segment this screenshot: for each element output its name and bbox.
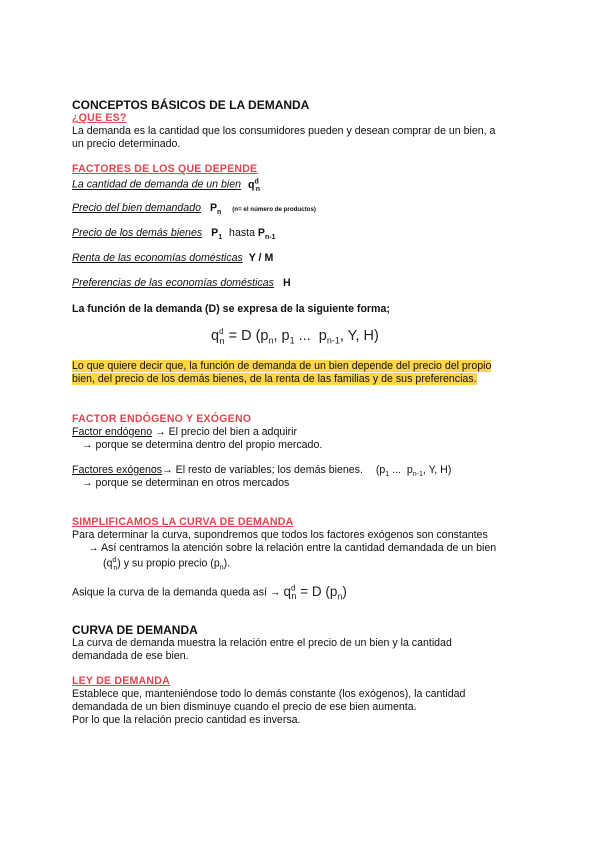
renta-label: Renta de las economías domésticas	[72, 252, 243, 264]
asique-line: Asique la curva de la demanda queda así → $q^d_n = D$ $(p_n)$	[72, 583, 347, 602]
que-es-line-2: un precio determinado.	[72, 138, 181, 150]
precio-bien-label: Precio del bien demandado	[72, 202, 201, 214]
factor-cantidad	[72, 176, 260, 196]
curve-formula: $q^d_n = D$ $(p_n)$	[283, 583, 347, 602]
preferencias-symbol: H	[282, 277, 291, 289]
page-title: CONCEPTOS BÁSICOS DE LA DEMANDA	[72, 98, 310, 112]
arrow-icon: →	[162, 464, 173, 476]
que-es-heading: ¿QUE ES?	[72, 112, 127, 124]
arrow-icon: →	[155, 426, 166, 438]
factor-precio-bien: Precio del bien demandado $P_n$ (n= el número de productos)	[72, 202, 316, 217]
renta-symbol: Y / M	[248, 252, 274, 264]
factor-precio-demas: Precio de los demás bienes $P_1$ hasta $P_{n-1}$	[72, 227, 276, 242]
factor-preferencias	[72, 277, 291, 290]
precio-demas-label: Precio de los demás bienes	[72, 227, 203, 239]
simplificamos-heading: SIMPLIFICAMOS LA CURVA DE DEMANDA	[72, 516, 294, 528]
factor-renta	[72, 252, 273, 265]
que-es-line-1: La demanda es la cantidad que los consumidores pueden y desean comprar de un bien, a	[72, 125, 496, 137]
exogenos-label: Factores exógenos	[72, 464, 163, 476]
simplificamos-arrow-line-2: $(q^d_n)$ y su propio precio $(p_n)$.	[103, 557, 231, 572]
endogeno-label: Factor endógeno	[72, 426, 153, 438]
funcion-explanation-line-2: bien, del precio de los demás bienes, de la renta de las familias y de sus preferencias.	[72, 373, 477, 385]
demand-function-formula: $q^d_n = D$ ($p_n$, $p_1$ ... $p_{n-1}$, Y, H)	[211, 327, 379, 346]
arrow-icon: →	[82, 477, 93, 489]
precio-demas-hasta: hasta	[229, 227, 255, 239]
curva-line-1: La curva de demanda muestra la relación entre el precio de un bien y la cantidad	[72, 637, 452, 649]
precio-bien-note: (n= el número de productos)	[232, 206, 316, 213]
arrow-icon: →	[269, 586, 281, 599]
curva-heading: CURVA DE DEMANDA	[72, 623, 198, 637]
ley-heading: LEY DE DEMANDA	[72, 675, 170, 687]
funcion-intro: La función de la demanda (D) se expresa de la siguiente forma;	[72, 303, 390, 315]
simplificamos-arrow-line-1: → Así centramos la atención sobre la relación entre la cantidad demandada de un bien	[88, 542, 497, 554]
exogenos-arrow-line: → porque se determinan en otros mercados	[82, 477, 290, 489]
curva-line-2: demandada de ese bien.	[72, 650, 189, 662]
endogeno-arrow-line: → porque se determina dentro del propio mercado.	[82, 439, 323, 451]
ley-line-3: Por lo que la relación precio cantidad es inversa.	[72, 714, 301, 726]
factor-endogeno-heading: FACTOR ENDÓGENO Y EXÓGENO	[72, 413, 252, 425]
cantidad-symbol: $q^d_n$	[248, 178, 261, 193]
funcion-explanation-line-1: Lo que quiere decir que, la función de demanda de un bien depende del precio del propio	[72, 360, 492, 372]
exogenos-line: Factores exógenos→ El resto de variables; los demás bienes. ($p_1$ ... $p_{n-1}$, Y, H)	[72, 464, 452, 479]
factores-heading: FACTORES DE LOS QUE DEPENDE	[72, 163, 258, 175]
simplificamos-line-1: Para determinar la curva, supondremos que todos los factores exógenos son constantes	[72, 529, 488, 541]
arrow-icon: →	[82, 439, 93, 451]
cantidad-label: La cantidad de demanda de un bien	[72, 178, 242, 191]
preferencias-label: Preferencias de las economías domésticas	[72, 277, 274, 289]
ley-line-2: demandada de un bien disminuye cuando el precio de ese bien aumenta.	[72, 701, 417, 713]
endogeno-line: Factor endógeno → El precio del bien a adquirir	[72, 426, 297, 438]
arrow-icon: →	[88, 542, 99, 554]
ley-line-1: Establece que, manteniéndose todo lo demás constante (los exógenos), la cantidad	[72, 688, 466, 700]
